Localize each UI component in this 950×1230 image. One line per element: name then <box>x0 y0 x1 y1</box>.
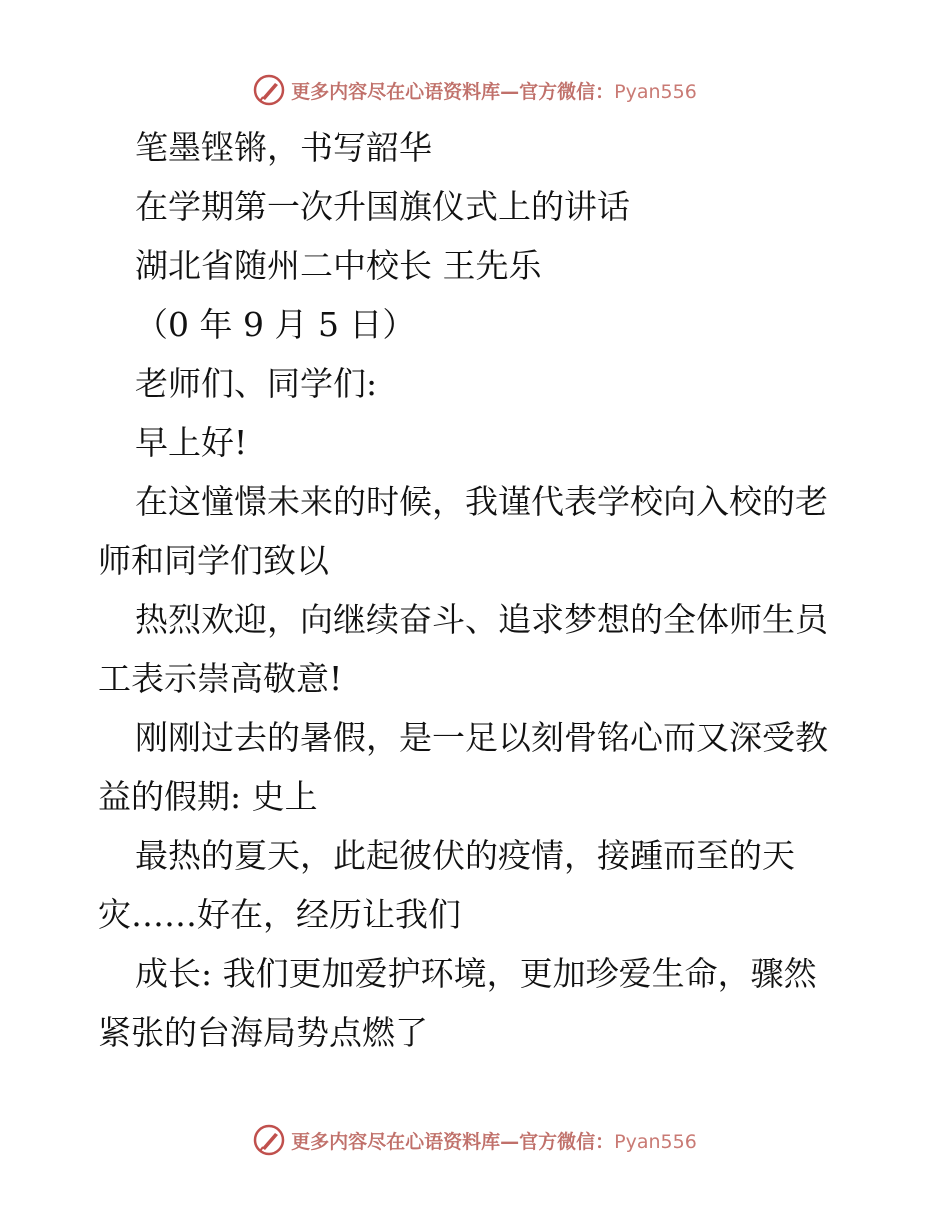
date-line: （0 年 9 月 5 日） <box>135 305 416 344</box>
paragraph-line: 最热的夏天，此起彼伏的疫情，接踵而至的天 <box>135 836 795 875</box>
watermark-wechat-id: Pyan556 <box>614 80 697 103</box>
salutation: 老师们、同学们: <box>135 364 378 403</box>
greeting: 早上好! <box>135 423 248 462</box>
paragraph-line: 师和同学们致以 <box>98 541 329 580</box>
paragraph-line: 在这憧憬未来的时候，我谨代表学校向入校的老 <box>135 482 828 521</box>
paragraph-line: 紧张的台海局势点燃了 <box>98 1013 428 1052</box>
watermark-text: 更多内容尽在心语资料库—官方微信： <box>291 1130 615 1153</box>
paragraph-line: 灾……好在，经历让我们 <box>98 895 461 934</box>
quill-pen-logo-icon <box>253 74 285 106</box>
watermark-text: 更多内容尽在心语资料库—官方微信： <box>291 80 615 103</box>
quill-pen-logo-icon <box>253 1124 285 1156</box>
footer-watermark <box>0 1120 950 1160</box>
document-title: 笔墨铿锵，书写韶华 <box>135 128 432 167</box>
paragraph-line: 工表示崇高敬意! <box>98 659 343 698</box>
paragraph-line: 益的假期: 史上 <box>98 777 318 816</box>
paragraph-line: 成长: 我们更加爱护环境，更加珍爱生命，骤然 <box>135 954 817 993</box>
author-line: 湖北省随州二中校长 王先乐 <box>135 246 542 285</box>
paragraph-line: 刚刚过去的暑假，是一足以刻骨铭心而又深受教 <box>135 718 828 757</box>
document-subtitle: 在学期第一次升国旗仪式上的讲话 <box>135 187 630 226</box>
header-watermark <box>0 70 950 110</box>
paragraph-line: 热烈欢迎，向继续奋斗、追求梦想的全体师生员 <box>135 600 828 639</box>
watermark-wechat-id: Pyan556 <box>614 1130 697 1153</box>
document-body <box>98 118 858 1062</box>
